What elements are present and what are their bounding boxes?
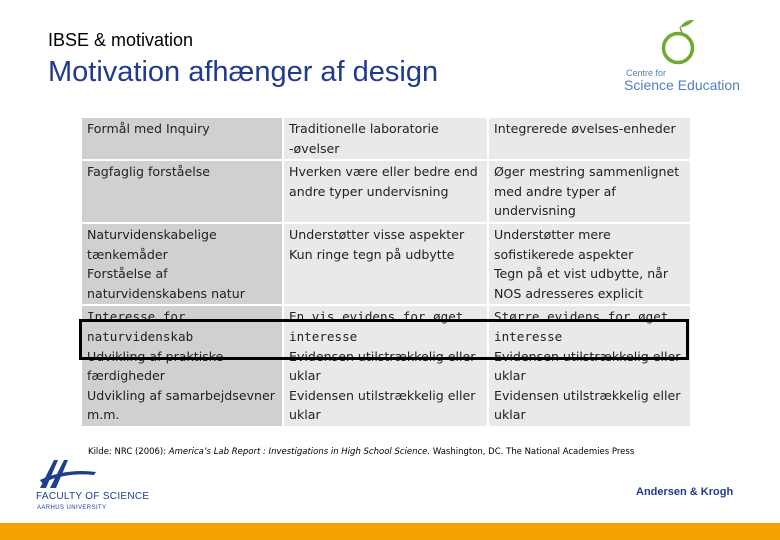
university-label: AARHUS UNIVERSITY: [37, 505, 107, 511]
table-row: [82, 161, 690, 222]
footer-bar: [0, 523, 780, 540]
row-label-text: Forståelse af naturvidenskabens natur: [87, 266, 245, 301]
cell-text: En vis evidens for øget interesse: [289, 309, 464, 344]
table-cell: [489, 306, 690, 426]
row-label-text: Interesse for naturvidenskab: [87, 309, 194, 344]
cell-text: Understøtter visse aspekter: [289, 226, 465, 242]
cell-text: Kun ringe tegn på udbytte: [289, 246, 455, 262]
logo-small-text: Centre for: [626, 68, 667, 78]
aarhus-seal-icon: [36, 458, 156, 490]
cell-text: Større evidens for øget interesse: [494, 309, 669, 344]
row-label: [82, 306, 282, 426]
row-label-text: Udvikling af praktiske færdigheder: [87, 348, 224, 384]
author-label: Andersen & Krogh: [636, 486, 734, 498]
header-cell: Formål med Inquiry: [82, 118, 282, 159]
header-cell: Integrerede øvelses-enheder: [489, 118, 690, 159]
cell-text: Evidensen utilstrækkelig eller uklar: [494, 387, 681, 423]
logo-big-text: Science Education: [624, 77, 740, 93]
source-suffix: Washington, DC. The National Academies Press: [430, 447, 635, 457]
row-label-text: Naturvidenskabelige tænkemåder: [87, 226, 217, 262]
table-row: [82, 224, 690, 304]
cell-text: Understøtter mere sofistikerede aspekter: [494, 226, 634, 262]
row-label-text: Udvikling af samarbejdsevner m.m.: [87, 387, 275, 423]
header-cell: Traditionelle laboratorie -øvelser: [284, 118, 487, 159]
supertitle: IBSE & motivation: [48, 30, 194, 50]
row-label: [82, 224, 282, 304]
source-citation: [88, 447, 634, 457]
table-cell: [284, 306, 487, 426]
cell-text: Evidensen utilstrækkelig eller uklar: [494, 348, 681, 384]
table-cell: [284, 224, 487, 304]
row-label: Fagfaglig forståelse: [82, 161, 282, 222]
table-cell: [489, 224, 690, 304]
faculty-label: FACULTY OF SCIENCE: [36, 491, 150, 502]
table-cell: Øger mestring sammenlignet med andre typer af undervisning: [489, 161, 690, 222]
source-prefix: Kilde: NRC (2006):: [88, 447, 169, 457]
page-title: Motivation afhænger af design: [48, 56, 439, 88]
comparison-table: [80, 116, 692, 428]
table-header-row: [82, 118, 690, 159]
table-cell: Hverken være eller bedre end andre typer undervisning: [284, 161, 487, 222]
table-row: [82, 306, 690, 426]
cell-text: Tegn på et vist udbytte, når NOS adresseres explicit: [494, 266, 669, 301]
source-title: America’s Lab Report : Investigations in High School Science.: [168, 447, 431, 457]
cell-text: Evidensen utilstrækkelig eller uklar: [289, 387, 476, 423]
cell-text: Evidensen utilstrækkelig eller uklar: [289, 348, 476, 384]
